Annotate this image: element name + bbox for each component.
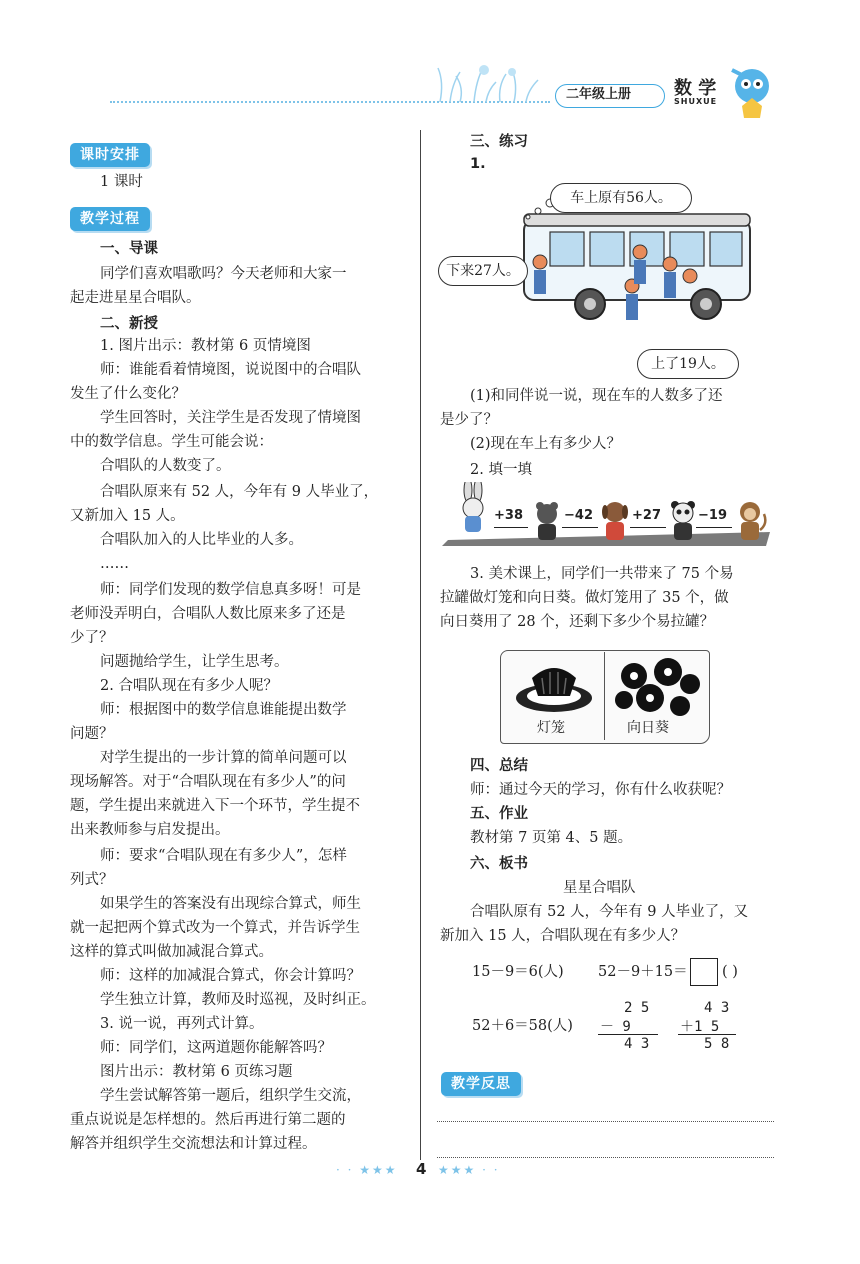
- badge-reflection: 教学反思: [441, 1072, 521, 1096]
- text-line: 3. 美术课上，同学们一共带来了 75 个易: [470, 566, 734, 582]
- panda-icon: [668, 500, 698, 544]
- vcalc1-bot: 4 3: [624, 1036, 650, 1052]
- board-heading: 星星合唱队: [563, 880, 636, 896]
- vcalc1-line: [598, 1034, 658, 1035]
- text-line: 师：同学们，这两道题你能解答吗？: [100, 1040, 332, 1056]
- text-line: 发生了什么变化？: [70, 386, 186, 402]
- text-line: 1. 图片出示：教材第 6 页情境图: [100, 338, 311, 354]
- text-line: 老师没弄明白，合唱队人数比原来多了还是: [70, 606, 346, 622]
- bear-icon: [532, 500, 562, 544]
- badge-schedule: 课时安排: [70, 143, 150, 167]
- vcalc1-mid: － 9: [600, 1019, 631, 1035]
- vcalc2-line: [678, 1034, 736, 1035]
- text-line: 起走进星星合唱队。: [70, 290, 201, 306]
- vcalc2-bot: 5 8: [704, 1036, 730, 1052]
- arrow-line: [696, 527, 732, 528]
- text-line: 问题？: [70, 726, 114, 742]
- text-line: 拉罐做灯笼和向日葵。做灯笼用了 35 个，做: [440, 590, 729, 606]
- reflection-line-2: [437, 1157, 774, 1158]
- text-line: 师：要求“合唱队现在有多少人”，怎样: [100, 848, 347, 864]
- card-sunflower-label: 向日葵: [627, 720, 669, 736]
- text-line: 又新加入 15 人。: [70, 508, 185, 524]
- crafts-card-divider: [604, 652, 605, 740]
- section-practice-title: 三、练习: [470, 134, 528, 150]
- rabbit-icon: [456, 482, 490, 538]
- section-intro-title: 一、导课: [100, 241, 158, 257]
- op-minus-19: −19: [698, 508, 727, 523]
- dog-icon: [600, 500, 630, 544]
- text-line: 题，学生提出来就进入下一个环节，学生提不: [70, 798, 360, 814]
- text-line: 师：谁能看着情境图，说说图中的合唱队: [100, 362, 361, 378]
- text-line: 合唱队原来有 52 人，今年有 9 人毕业了，: [100, 484, 379, 500]
- text-line: 列式？: [70, 872, 114, 888]
- text-line: (2)现在车上有多少人？: [470, 436, 622, 452]
- op-minus-42: −42: [564, 508, 593, 523]
- text-line: 少了？: [70, 630, 114, 646]
- text-line: 师：这样的加减混合算式，你会计算吗？: [100, 968, 361, 984]
- text-line: 是少了？: [440, 412, 498, 428]
- text-line: 师：根据图中的数学信息谁能提出数学: [100, 702, 347, 718]
- text-line: 新加入 15 人，合唱队现在有多少人？: [440, 928, 686, 944]
- vcalc1-top: 2 5: [624, 1000, 650, 1016]
- vcalc2-mid: ＋1 5: [680, 1019, 720, 1035]
- text-line: 解答并组织学生交流想法和计算过程。: [70, 1136, 317, 1152]
- text-line: 现场解答。对于“合唱队现在有多少人”的问: [70, 774, 346, 790]
- op-plus-27: +27: [632, 508, 661, 523]
- chain-strip: [440, 500, 774, 546]
- text-line: ……: [100, 556, 129, 572]
- footer-stars-right: ★★★ · ·: [438, 1163, 500, 1177]
- text-line: 合唱队的人数变了。: [100, 458, 231, 474]
- text-line: 问题抛给学生，让学生思考。: [100, 654, 289, 670]
- text-line: 同学们喜欢唱歌吗？今天老师和大家一: [100, 266, 347, 282]
- page-number: 4: [416, 1160, 427, 1178]
- text-line: 这样的算式叫做加减混合算式。: [70, 944, 273, 960]
- op-plus-38: +38: [494, 508, 523, 523]
- equation-2: 52－9＋15＝: [598, 964, 688, 980]
- text-line: 对学生提出的一步计算的简单问题可以: [100, 750, 347, 766]
- section-board-title: 六、板书: [470, 856, 528, 872]
- equation-1: 15－9＝6(人): [472, 964, 564, 980]
- text-line: 重点说说是怎样想的。然后再进行第二题的: [70, 1112, 346, 1128]
- text-line: 3. 说一说，再列式计算。: [100, 1016, 264, 1032]
- text-line: 中的数学信息。学生可能会说：: [70, 434, 273, 450]
- column-divider: [420, 130, 421, 1160]
- bubble-originally-56: 车上原有56人。: [550, 183, 692, 213]
- arrow-line: [630, 527, 666, 528]
- arrow-line: [562, 527, 598, 528]
- bubble-got-on-19: 上了19人。: [637, 349, 739, 379]
- text-line: 如果学生的答案没有出现综合算式，师生: [100, 896, 361, 912]
- grass-decoration: [430, 62, 550, 104]
- arrow-line: [494, 527, 528, 528]
- text-line: 出来教师参与启发提出。: [70, 822, 230, 838]
- badge-teaching-process: 教学过程: [70, 207, 150, 231]
- bus-illustration: [520, 212, 756, 328]
- text-line: 2. 合唱队现在有多少人呢？: [100, 678, 278, 694]
- footer-stars-left: · · ★★★: [336, 1163, 398, 1177]
- equation-3: 52＋6＝58(人): [472, 1018, 573, 1034]
- vcalc2-top: 4 3: [704, 1000, 730, 1016]
- text-line: 就一起把两个算式改为一个算式，并告诉学生: [70, 920, 360, 936]
- section-homework-title: 五、作业: [470, 806, 528, 822]
- bubble-got-off-27: 下来27人。: [438, 256, 528, 286]
- header-subject: 数 学: [674, 78, 717, 99]
- text-line: 向日葵用了 28 个，还剩下多少个易拉罐？: [440, 614, 715, 630]
- section-new-title: 二、新授: [100, 316, 158, 332]
- text-line: 合唱队加入的人比毕业的人多。: [100, 532, 303, 548]
- text-line: 教材第 7 页第 4、5 题。: [470, 830, 633, 846]
- monkey-icon: [734, 500, 768, 544]
- text-line: 学生尝试解答第一题后，组织学生交流，: [100, 1088, 361, 1104]
- answer-box: [690, 958, 718, 986]
- reflection-line-1: [437, 1121, 774, 1122]
- text-line: 师：同学们发现的数学信息真多呀！可是: [100, 582, 361, 598]
- text-line: (1)和同伴说一说，现在车的人数多了还: [470, 388, 723, 404]
- section-summary-title: 四、总结: [470, 758, 528, 774]
- mascot-icon: [724, 62, 780, 120]
- text-line: 师：通过今天的学习，你有什么收获呢？: [470, 782, 731, 798]
- text-line: 学生独立计算，教师及时巡视，及时纠正。: [100, 992, 376, 1008]
- text-line: 合唱队原有 52 人，今年有 9 人毕业了，又: [470, 904, 749, 920]
- header-grade: 二年级上册: [566, 87, 632, 102]
- schedule-text: 1 课时: [100, 174, 143, 190]
- lantern-icon: [512, 656, 596, 716]
- equation-2-paren: ( ): [722, 964, 738, 980]
- card-lantern-label: 灯笼: [537, 720, 565, 736]
- sunflower-icon: [610, 654, 702, 720]
- question-1-number: 1.: [470, 156, 486, 172]
- question-2: 2. 填一填: [470, 462, 532, 478]
- text-line: 图片出示：教材第 6 页练习题: [100, 1064, 293, 1080]
- text-line: 学生回答时，关注学生是否发现了情境图: [100, 410, 361, 426]
- header-subject-pinyin: SHUXUE: [674, 97, 718, 106]
